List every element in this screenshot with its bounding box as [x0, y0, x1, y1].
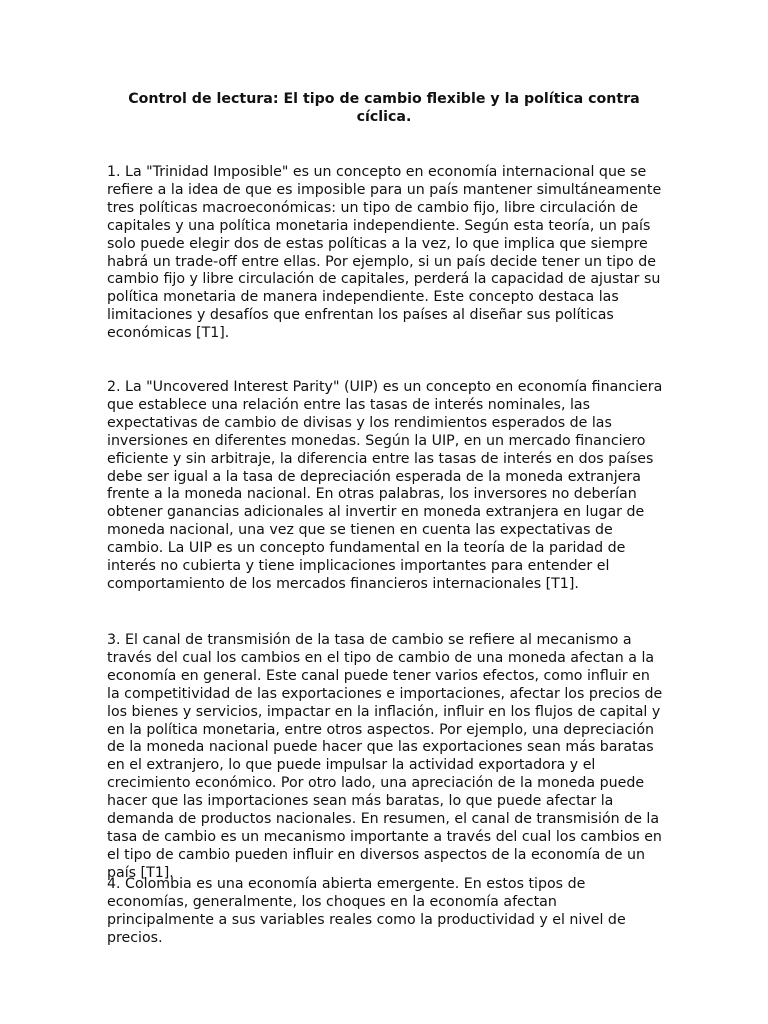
document-title: Control de lectura: El tipo de cambio flexible y la política contra cíclica. — [128, 91, 640, 125]
paragraph-1: 1. La "Trinidad Imposible" es un concepto en economía internacional que se refiere a la idea de que es imposible para un país mantener simultáneamente tres políticas macroeconómicas: un tipo de cambio fijo, libre circulación de capitales y una política monetaria independiente. Según esta teoría, un país solo puede elegir dos de estas políticas a la vez, lo que implica que siempre habrá un trade-off entre ellas. Por ejemplo, si un país decide tener un tipo de cambio fijo y libre circulación de capitales, perderá la capacidad de ajustar su política monetaria de manera independiente. Este concepto destaca las limitaciones y desafíos que enfrentan los países al diseñar sus políticas económicas [T1]. — [107, 164, 662, 342]
paragraph-2: 2. La "Uncovered Interest Parity" (UIP) es un concepto en economía financiera que establece una relación entre las tasas de interés nominales, las expectativas de cambio de divisas y los rendimientos esperados de las inversiones en diferentes monedas. Según la UIP, en un mercado financiero eficiente y sin arbitraje, la diferencia entre las tasas de interés en dos países debe ser igual a la tasa de depreciación esperada de la moneda extranjera frente a la moneda nacional. En otras palabras, los inversores no deberían obtener ganancias adicionales al invertir en moneda extranjera en lugar de moneda nacional, una vez que se tienen en cuenta las expectativas de cambio. La UIP es un concepto fundamental en la teoría de la paridad de interés no cubierta y tiene implicaciones importantes para entender el comportamiento de los mercados financieros internacionales [T1]. — [107, 379, 663, 592]
paragraph-3: 3. El canal de transmisión de la tasa de cambio se refiere al mecanismo a través del cual los cambios en el tipo de cambio de una moneda afectan a la economía en general. Este canal puede tener varios efectos, como influir en la competitividad de las exportaciones e importaciones, afectar los precios de los bienes y servicios, impactar en la inflación, influir en los flujos de capital y en la política monetaria, entre otros aspectos. Por ejemplo, una depreciación de la moneda nacional puede hacer que las exportaciones sean más baratas en el extranjero, lo que puede impulsar la actividad exportadora y el crecimiento económico. Por otro lado, una apreciación de la moneda puede hacer que las importaciones sean más baratas, lo que puede afectar la demanda de productos nacionales. En resumen, el canal de transmisión de la tasa de cambio es un mecanismo importante a través del cual los cambios en el tipo de cambio pueden influir en diversos aspectos de la economía de un país [T1]. — [107, 632, 663, 881]
paragraph-4: 4. Colombia es una economía abierta emergente. En estos tipos de economías, generalmente, los choques en la economía afectan principalmente a sus variables reales como la productividad y el nivel de precios. — [107, 876, 626, 946]
